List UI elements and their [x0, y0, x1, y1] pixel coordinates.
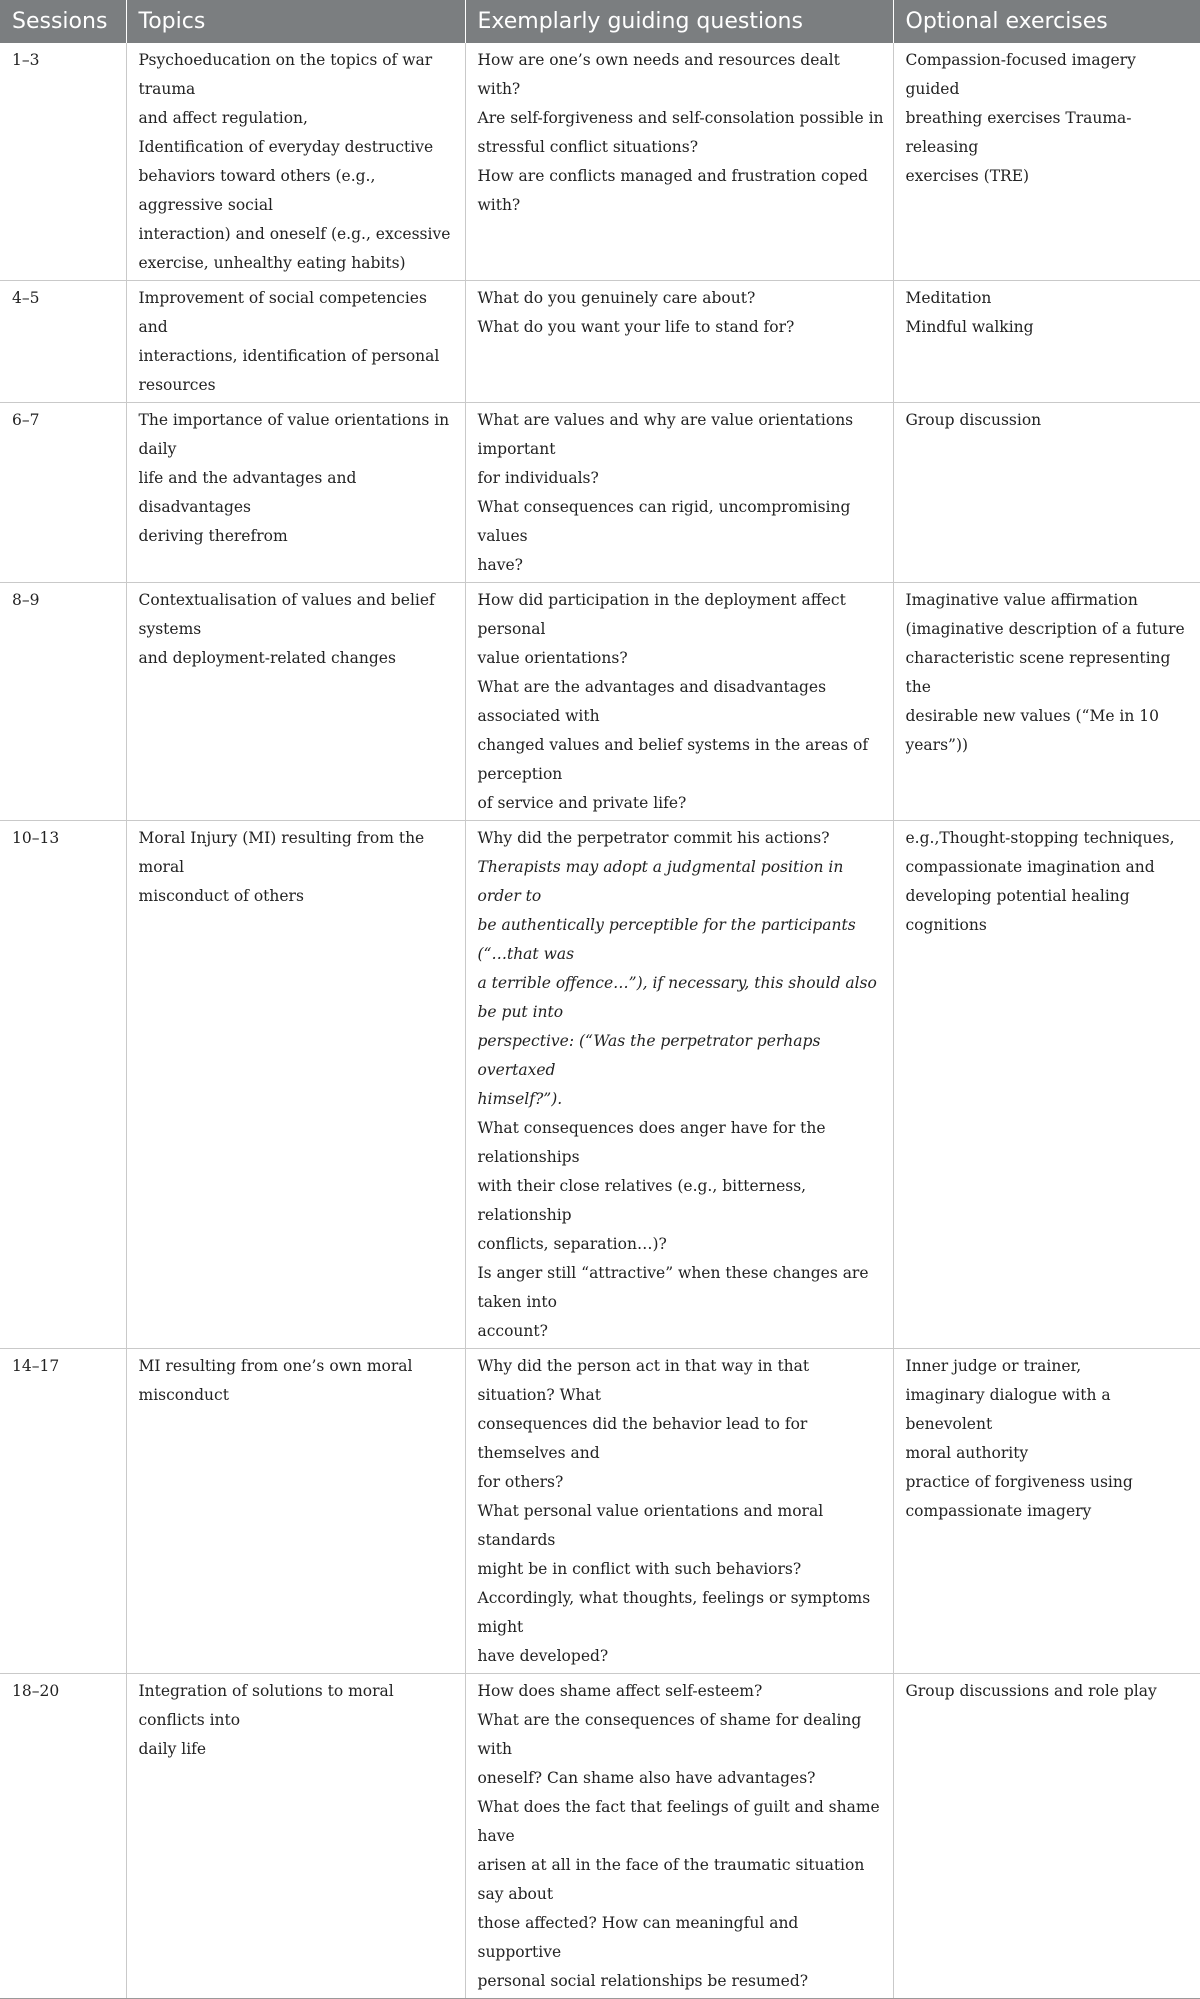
question-cell: [465, 403, 893, 583]
question-cell: [465, 281, 893, 403]
session-range: 18–20: [0, 1674, 126, 1999]
exercise-cell-line: compassionate imagination and: [905, 858, 1155, 876]
question-cell-line: might be in conflict with such behaviors?: [477, 1560, 802, 1578]
question-cell-line: have?: [477, 556, 523, 574]
question-cell-line: arisen at all in the face of the traumatic situation say about: [477, 1856, 865, 1903]
header-topics: Topics: [126, 0, 465, 43]
question-cell: [465, 43, 893, 281]
question-cell-line: be authentically perceptible for the participants (“…that was: [477, 916, 856, 963]
question-cell-line: oneself? Can shame also have advantages?: [477, 1769, 816, 1787]
question-cell-line: Why did the perpetrator commit his actions?: [477, 829, 830, 847]
exercise-cell: [893, 43, 1200, 281]
topic-cell: [126, 43, 465, 281]
header-exercises: Optional exercises: [893, 0, 1200, 43]
topic-cell-line: Contextualisation of values and belief systems: [138, 591, 435, 638]
topic-cell-line: interaction) and oneself (e.g., excessive: [138, 225, 451, 243]
topic-cell-line: life and the advantages and disadvantages: [138, 469, 357, 516]
table-row: [0, 43, 1200, 281]
exercise-cell-line: developing potential healing cognitions: [905, 887, 1130, 934]
session-range: 1–3: [0, 43, 126, 281]
question-cell-line: himself?”).: [477, 1090, 563, 1108]
topic-cell-line: and deployment-related changes: [138, 649, 396, 667]
topic-cell-line: Integration of solutions to moral conflicts into: [138, 1682, 394, 1729]
question-cell-line: changed values and belief systems in the areas of perception: [477, 736, 869, 783]
exercise-cell-line: moral authority: [905, 1444, 1029, 1462]
question-cell-line: Accordingly, what thoughts, feelings or symptoms might: [477, 1589, 871, 1636]
topic-cell-line: misconduct: [138, 1386, 229, 1404]
question-cell-line: Are self-forgiveness and self-consolation possible in: [477, 109, 884, 127]
exercise-cell: [893, 1674, 1200, 1999]
question-cell: [465, 821, 893, 1349]
question-cell-line: for individuals?: [477, 469, 599, 487]
header-questions: Exemplarly guiding questions: [465, 0, 893, 43]
table-header: [0, 0, 1200, 43]
question-cell-line: How are conflicts managed and frustration coped with?: [477, 167, 868, 214]
topic-cell: [126, 403, 465, 583]
topic-cell-line: behaviors toward others (e.g., aggressive social: [138, 167, 376, 214]
header-sessions: Sessions: [0, 0, 126, 43]
table-row: [0, 403, 1200, 583]
exercise-cell-line: (imaginative description of a future: [905, 620, 1185, 638]
exercise-cell-line: Meditation: [905, 289, 992, 307]
topic-cell: [126, 821, 465, 1349]
topic-cell: [126, 1349, 465, 1674]
session-range: 10–13: [0, 821, 126, 1349]
question-cell: [465, 1674, 893, 1999]
topic-cell-line: Improvement of social competencies and: [138, 289, 427, 336]
question-cell-line: perspective: (“Was the perpetrator perhaps overtaxed: [477, 1032, 821, 1079]
question-cell-line: value orientations?: [477, 649, 628, 667]
topic-cell-line: misconduct of others: [138, 887, 304, 905]
question-cell-line: How are one’s own needs and resources dealt with?: [477, 51, 840, 98]
session-range: 6–7: [0, 403, 126, 583]
topic-cell-line: daily life: [138, 1740, 207, 1758]
question-cell-line: a terrible offence…”), if necessary, this should also be put into: [477, 974, 877, 1021]
question-cell-line: What consequences can rigid, uncompromising values: [477, 498, 851, 545]
topic-cell-line: Moral Injury (MI) resulting from the moral: [138, 829, 425, 876]
question-cell-line: Is anger still “attractive” when these changes are taken into: [477, 1264, 869, 1311]
question-cell-line: How did participation in the deployment affect personal: [477, 591, 846, 638]
question-cell-line: account?: [477, 1322, 548, 1340]
session-range: 14–17: [0, 1349, 126, 1674]
question-cell-line: What are the advantages and disadvantages associated with: [477, 678, 827, 725]
question-cell-line: What are values and why are value orientations important: [477, 411, 854, 458]
table-row: [0, 821, 1200, 1349]
topic-cell-line: interactions, identification of personal: [138, 347, 440, 365]
exercise-cell-line: breathing exercises Trauma-releasing: [905, 109, 1132, 156]
session-range: 4–5: [0, 281, 126, 403]
session-range: 8–9: [0, 583, 126, 821]
question-cell-line: What do you want your life to stand for?: [477, 318, 795, 336]
question-cell-line: conflicts, separation…)?: [477, 1235, 667, 1253]
topic-cell-line: exercise, unhealthy eating habits): [138, 254, 406, 272]
topic-cell-line: The importance of value orientations in daily: [138, 411, 450, 458]
exercise-cell-line: Imaginative value affirmation: [905, 591, 1138, 609]
question-cell-line: What does the fact that feelings of guilt and shame have: [477, 1798, 880, 1845]
table-row: [0, 583, 1200, 821]
exercise-cell-line: characteristic scene representing the: [905, 649, 1171, 696]
question-cell-line: those affected? How can meaningful and supportive: [477, 1914, 799, 1961]
topic-cell-line: deriving therefrom: [138, 527, 288, 545]
exercise-cell-line: Group discussions and role play: [905, 1682, 1157, 1700]
header-row: [0, 0, 1200, 43]
question-cell: [465, 1349, 893, 1674]
table-row: [0, 281, 1200, 403]
question-cell-line: have developed?: [477, 1647, 609, 1665]
question-cell-line: What consequences does anger have for the relationships: [477, 1119, 826, 1166]
question-cell-line: personal social relationships be resumed?: [477, 1972, 809, 1990]
question-cell-line: consequences did the behavior lead to for themselves and: [477, 1415, 808, 1462]
topic-cell: [126, 1674, 465, 1999]
exercise-cell: [893, 583, 1200, 821]
exercise-cell-line: e.g.,Thought-stopping techniques,: [905, 829, 1175, 847]
question-cell-line: Therapists may adopt a judgmental position in order to: [477, 858, 844, 905]
exercise-cell-line: compassionate imagery: [905, 1502, 1092, 1520]
table-row: [0, 1349, 1200, 1674]
topic-cell-line: MI resulting from one’s own moral: [138, 1357, 413, 1375]
topic-cell-line: Identification of everyday destructive: [138, 138, 434, 156]
topic-cell: [126, 281, 465, 403]
table-body: [0, 43, 1200, 1999]
question-cell-line: with their close relatives (e.g., bitterness, relationship: [477, 1177, 807, 1224]
question-cell-line: for others?: [477, 1473, 564, 1491]
exercise-cell: [893, 821, 1200, 1349]
exercise-cell-line: Inner judge or trainer,: [905, 1357, 1082, 1375]
topic-cell-line: resources: [138, 376, 216, 394]
topic-cell-line: Psychoeducation on the topics of war trauma: [138, 51, 433, 98]
exercise-cell-line: Group discussion: [905, 411, 1042, 429]
exercise-cell-line: desirable new values (“Me in 10 years”)): [905, 707, 1160, 754]
exercise-cell-line: practice of forgiveness using: [905, 1473, 1133, 1491]
exercise-cell-line: exercises (TRE): [905, 167, 1030, 185]
exercise-cell: [893, 403, 1200, 583]
question-cell-line: How does shame affect self-esteem?: [477, 1682, 763, 1700]
exercise-cell-line: imaginary dialogue with a benevolent: [905, 1386, 1111, 1433]
exercise-cell-line: Mindful walking: [905, 318, 1034, 336]
topic-cell-line: and affect regulation,: [138, 109, 308, 127]
question-cell-line: What do you genuinely care about?: [477, 289, 756, 307]
topic-cell: [126, 583, 465, 821]
question-cell-line: What are the consequences of shame for dealing with: [477, 1711, 862, 1758]
question-cell-line: stressful conflict situations?: [477, 138, 699, 156]
question-cell-line: What personal value orientations and moral standards: [477, 1502, 824, 1549]
question-cell-line: Why did the person act in that way in that situation? What: [477, 1357, 810, 1404]
table-row: [0, 1674, 1200, 1999]
exercise-cell: [893, 281, 1200, 403]
question-cell-line: of service and private life?: [477, 794, 687, 812]
question-cell: [465, 583, 893, 821]
exercise-cell-line: Compassion-focused imagery guided: [905, 51, 1136, 98]
exercise-cell: [893, 1349, 1200, 1674]
